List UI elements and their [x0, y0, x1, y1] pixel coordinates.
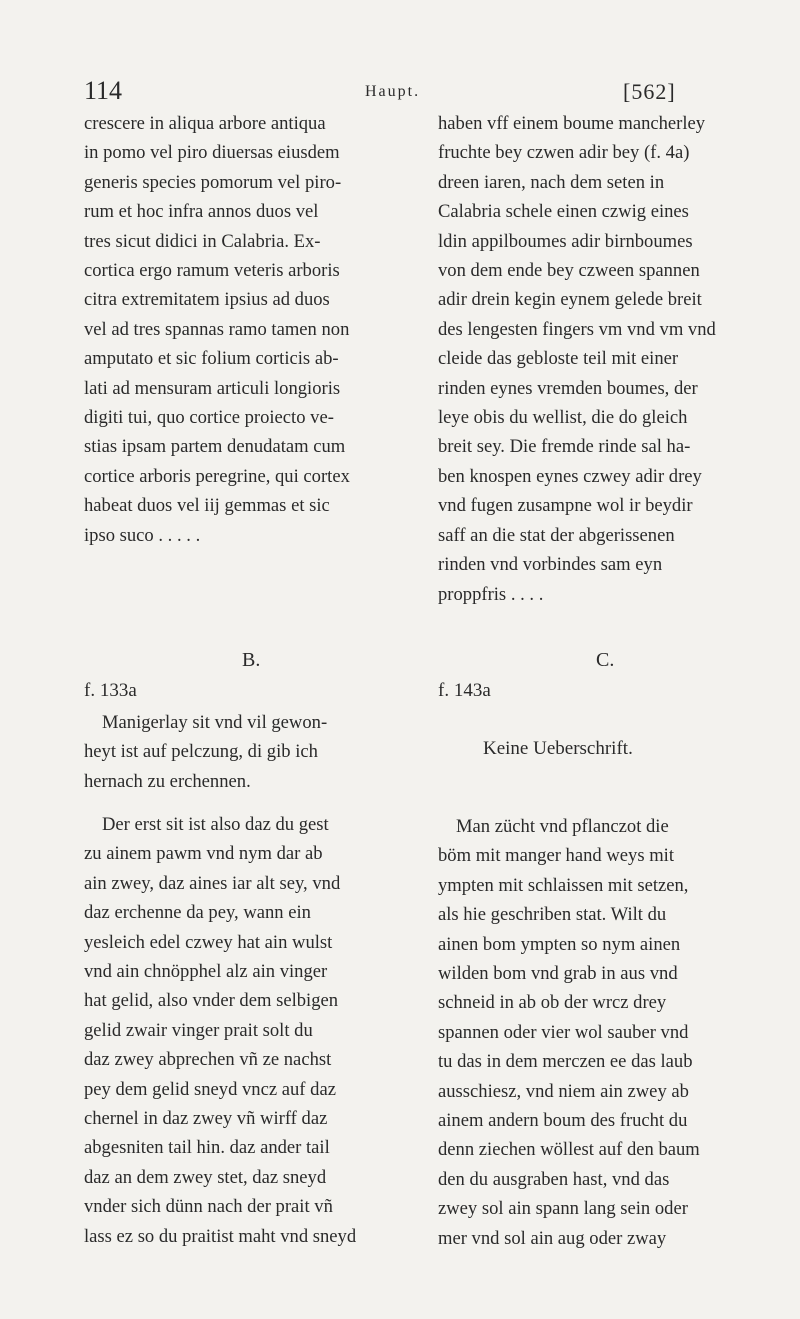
- text-line: hat gelid, also vnder dem selbigen: [84, 990, 339, 1012]
- text-line: ben knospen eynes czwey adir drey: [438, 465, 702, 487]
- text-line: chernel in daz zwey vñ wirff daz: [84, 1108, 328, 1130]
- text-line: schneid in ab ob der wrcz drey: [438, 992, 667, 1014]
- text-line: daz an dem zwey stet, daz sneyd: [84, 1166, 327, 1188]
- text-line: wilden bom vnd grab in aus vnd: [438, 963, 678, 985]
- text-line: digiti tui, quo cortice proiecto ve-: [84, 407, 334, 429]
- text-line: vnd fugen zusampne wol ir beydir: [438, 495, 693, 517]
- text-line: pey dem gelid sneyd vncz auf daz: [84, 1078, 336, 1100]
- text-line: Man zücht vnd pflanczot die: [456, 816, 669, 837]
- latin-text-column: [84, 109, 416, 550]
- text-line: ympten mit schlaissen mit setzen,: [438, 874, 689, 896]
- text-line: yesleich edel czwey hat ain wulst: [84, 931, 333, 953]
- text-line: leye obis du wellist, die do gleich: [438, 407, 688, 429]
- text-line: mer vnd sol ain aug oder zway: [438, 1227, 667, 1249]
- text-line: ainen bom ympten so nym ainen: [438, 933, 681, 955]
- heading-line: heyt ist auf pelczung, di gib ich: [84, 741, 318, 763]
- text-line: cortica ergo ramum veteris arboris: [84, 260, 340, 282]
- text-line: haben vff einem boume mancherley: [438, 113, 706, 134]
- text-line: dreen iaren, nach dem seten in: [438, 171, 665, 193]
- section-c-folio: f. 143a: [438, 680, 491, 701]
- text-line: gelid zwair vinger prait solt du: [84, 1019, 313, 1041]
- text-line: Calabria schele einen czwig eines: [438, 201, 689, 223]
- text-line: denn ziechen wöllest auf den baum: [438, 1139, 700, 1161]
- section-b-heading: [84, 708, 416, 796]
- german-text-column: [438, 109, 770, 609]
- section-c-body: [438, 812, 770, 1253]
- text-line: lati ad mensuram articuli longioris: [84, 377, 341, 399]
- text-line: vnd ain chnöpphel alz ain vinger: [84, 961, 328, 983]
- section-b-folio: f. 133a: [84, 680, 137, 701]
- text-line: vel ad tres spannas ramo tamen non: [84, 318, 350, 340]
- text-line: saff an die stat der abgerissenen: [438, 524, 675, 546]
- page-number: 114: [84, 76, 123, 105]
- text-line: rinden eynes vremden boumes, der: [438, 377, 698, 399]
- text-line: cortice arboris peregrine, qui cortex: [84, 465, 350, 487]
- text-line: generis species pomorum vel piro-: [84, 171, 342, 193]
- section-c-heading: Keine Ueberschrift.: [483, 738, 633, 759]
- section-b-body: [84, 810, 416, 1251]
- text-line: breit sey. Die fremde rinde sal ha-: [438, 436, 691, 458]
- text-line: abgesniten tail hin. daz ander tail: [84, 1137, 330, 1159]
- section-c-letter: C.: [596, 649, 615, 671]
- text-line: fruchte bey czwen adir bey (f. 4a): [438, 142, 690, 164]
- text-line: zu ainem pawm vnd nym dar ab: [84, 843, 323, 865]
- running-title: Haupt.: [365, 83, 421, 100]
- text-line: ainem andern boum des frucht du: [438, 1110, 688, 1132]
- text-line: spannen oder vier wol sauber vnd: [438, 1021, 689, 1043]
- text-line: rum et hoc infra annos duos vel: [84, 201, 319, 223]
- text-line: ldin appilboumes adir birnboumes: [438, 230, 693, 252]
- text-line: ausschiesz, vnd niem ain zwey ab: [438, 1080, 689, 1102]
- text-line: als hie geschriben stat. Wilt du: [438, 904, 667, 926]
- text-line: den du ausgraben hast, vnd das: [438, 1168, 670, 1190]
- text-line: cleide das gebloste teil mit einer: [438, 348, 679, 370]
- section-b-letter: B.: [242, 649, 261, 671]
- text-line: böm mit manger hand weys mit: [438, 845, 674, 867]
- text-line: proppfris . . . .: [438, 583, 544, 605]
- text-line: rinden vnd vorbindes sam eyn: [438, 554, 663, 576]
- heading-line: Manigerlay sit vnd vil gewon-: [102, 712, 328, 733]
- text-line: habeat duos vel iij gemmas et sic: [84, 495, 330, 517]
- text-line: tres sicut didici in Calabria. Ex-: [84, 230, 321, 252]
- text-line: von dem ende bey czween spannen: [438, 260, 700, 282]
- section-number: [562]: [623, 79, 676, 104]
- text-line: in pomo vel piro diuersas eiusdem: [84, 142, 340, 164]
- text-line: tu das in dem merczen ee das laub: [438, 1051, 693, 1073]
- text-line: ipso suco . . . . .: [84, 524, 201, 546]
- text-line: des lengesten fingers vm vnd vm vnd: [438, 318, 716, 340]
- text-line: adir drein kegin eynem gelede breit: [438, 289, 702, 311]
- text-line: crescere in aliqua arbore antiqua: [84, 113, 326, 134]
- text-line: lass ez so du praitist maht vnd sneyd: [84, 1225, 357, 1247]
- text-line: citra extremitatem ipsius ad duos: [84, 289, 330, 311]
- text-line: daz zwey abprechen vñ ze nachst: [84, 1049, 332, 1071]
- heading-line: hernach zu erchennen.: [84, 770, 251, 792]
- text-line: ain zwey, daz aines iar alt sey, vnd: [84, 872, 341, 894]
- text-line: Der erst sit ist also daz du gest: [102, 814, 329, 835]
- text-line: vnder sich dünn nach der prait vñ: [84, 1196, 333, 1218]
- text-line: amputato et sic folium corticis ab-: [84, 348, 339, 370]
- text-line: zwey sol ain spann lang sein oder: [438, 1198, 688, 1220]
- text-line: daz erchenne da pey, wann ein: [84, 902, 311, 924]
- text-line: stias ipsam partem denudatam cum: [84, 436, 346, 458]
